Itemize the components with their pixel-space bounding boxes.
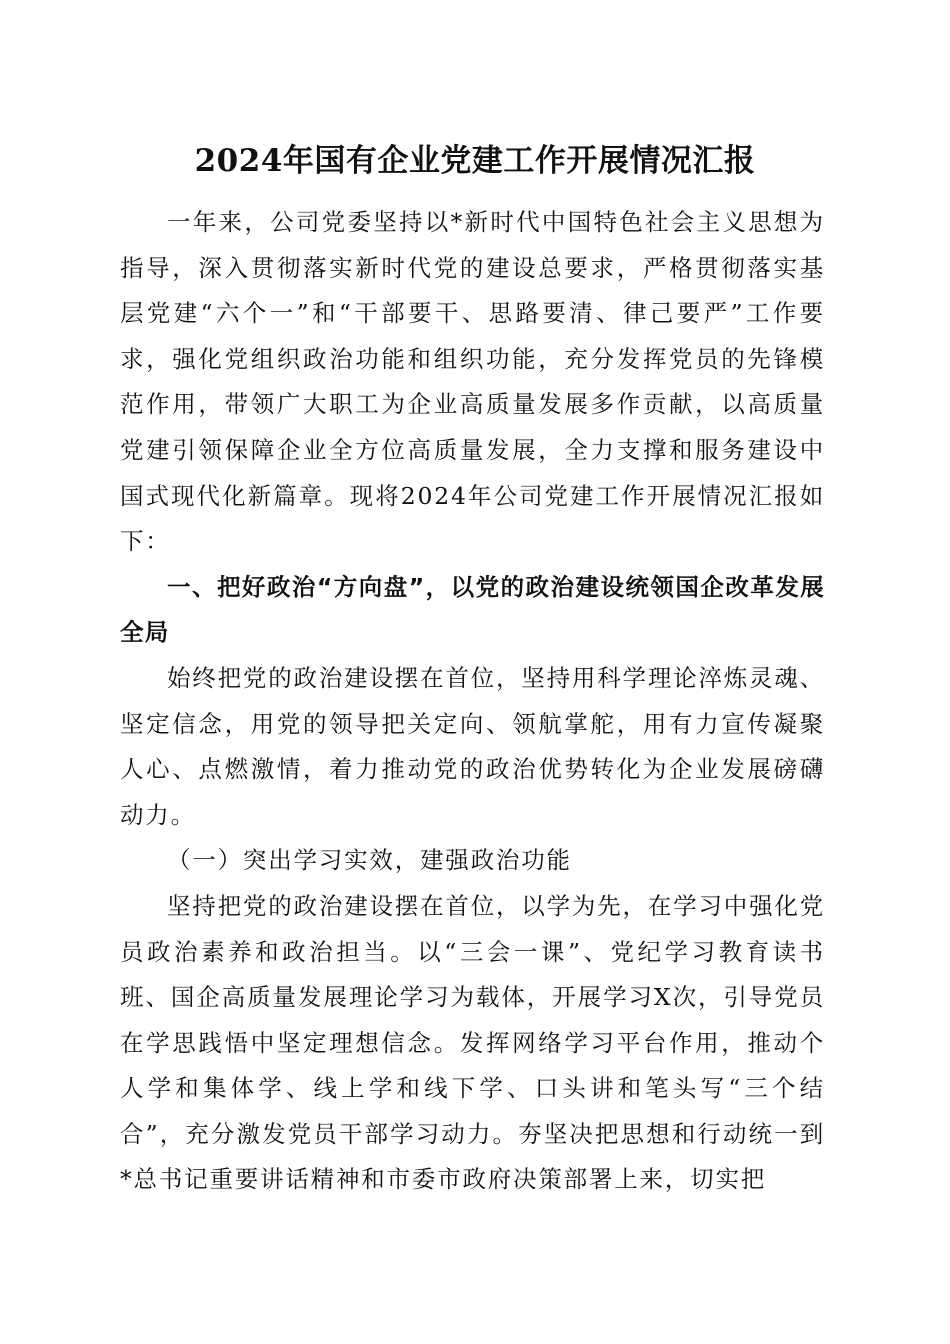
document-body — [120, 200, 825, 1203]
intro-paragraph: 一年来，公司党委坚持以*新时代中国特色社会主义思想为指导，深入贯彻落实新时代党的建设总要求，严格贯彻落实基层党建“六个一”和“干部要干、思路要清、律己要严”工作要求，强化党组织政治功能和组织功能，充分发挥党员的先锋模范作用，带领广大职工为企业高质量发展多作贡献，以高质量党建引领保障企业全方位高质量发展，全力支撑和服务建设中国式现代化新篇章。现将2024年公司党建工作开展情况汇报如下： — [120, 208, 825, 556]
subsection-heading-1: （一）突出学习实效，建强政治功能 — [167, 846, 572, 875]
subsection-1-paragraph: 坚持把党的政治建设摆在首位，以学为先，在学习中强化党员政治素养和政治担当。以“三会一课”、党纪学习教育读书班、国企高质量发展理论学习为载体，开展学习X次，引导党员在学思践悟中坚定理想信念。发挥网络学习平台作用，推动个人学和集体学、线上学和线下学、口头讲和笔头写“三个结合”，充分激发党员干部学习动力。夯坚决把思想和行动统一到*总书记重要讲话精神和市委市政府决策部署上来，切实把 — [120, 891, 825, 1194]
document-title: 2024年国有企业党建工作开展情况汇报 — [194, 143, 756, 179]
section-1-paragraph: 始终把党的政治建设摆在首位，坚持用科学理论淬炼灵魂、坚定信念，用党的领导把关定向、领航掌舵，用有力宣传凝聚人心、点燃激情，着力推动党的政治优势转化为企业发展磅礴动力。 — [120, 663, 825, 829]
section-heading-1: 一、把好政治“方向盘”，以党的政治建设统领国企改革发展全局 — [120, 572, 825, 647]
